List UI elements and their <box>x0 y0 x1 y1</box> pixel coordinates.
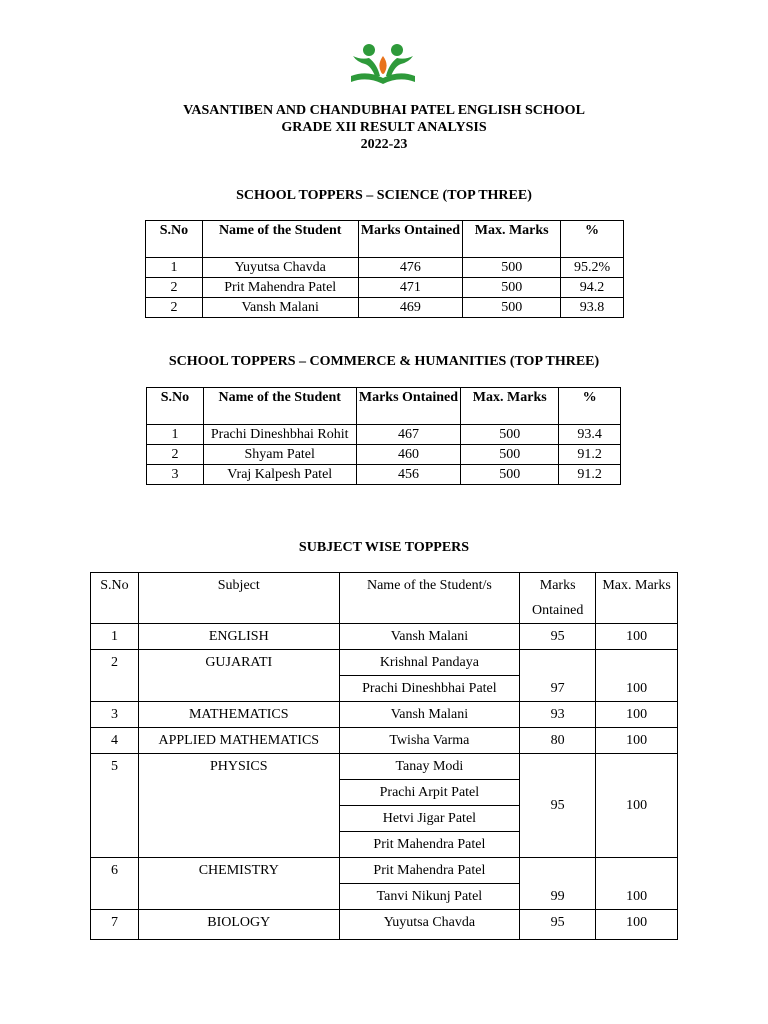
table-row <box>146 258 624 278</box>
table-cell: 93 <box>520 702 596 728</box>
table-cell: 5 <box>91 754 139 858</box>
table-cell: 500 <box>463 258 561 278</box>
column-header: Name of the Student <box>203 388 356 425</box>
table-row <box>91 754 678 780</box>
table-cell: 80 <box>520 728 596 754</box>
commerce-toppers-table <box>146 387 621 485</box>
table-cell: Prit Mahendra Patel <box>339 832 520 858</box>
table-cell: ENGLISH <box>138 624 339 650</box>
table-row <box>147 445 621 465</box>
table-cell: CHEMISTRY <box>138 858 339 910</box>
table-cell: MATHEMATICS <box>138 702 339 728</box>
table-cell: 93.8 <box>561 298 624 318</box>
subject-toppers-heading: SUBJECT WISE TOPPERS <box>298 540 470 555</box>
table-row <box>91 650 678 676</box>
document-title: GRADE XII RESULT ANALYSIS <box>281 120 487 135</box>
table-header-row <box>91 573 678 624</box>
school-name: VASANTIBEN AND CHANDUBHAI PATEL ENGLISH SCHOOL <box>183 103 585 118</box>
table-cell: Vraj Kalpesh Patel <box>203 465 356 485</box>
table-cell: 460 <box>356 445 461 465</box>
table-cell: 95.2% <box>561 258 624 278</box>
column-header: Name of the Student/s <box>339 573 520 624</box>
subject-toppers-table <box>90 572 678 940</box>
table-cell: Yuyutsa Chavda <box>202 258 358 278</box>
table-row <box>91 624 678 650</box>
table-cell: Vansh Malani <box>202 298 358 318</box>
table-cell: Tanay Modi <box>339 754 520 780</box>
table-cell: 100 <box>596 650 678 702</box>
table-cell: 2 <box>146 298 203 318</box>
table-cell: Shyam Patel <box>203 445 356 465</box>
table-cell: Krishnal Pandaya <box>339 650 520 676</box>
table-cell: 99 <box>520 858 596 910</box>
table-cell: 91.2 <box>559 445 621 465</box>
table-cell: 2 <box>91 650 139 702</box>
table-cell: 97 <box>520 650 596 702</box>
table-cell: PHYSICS <box>138 754 339 858</box>
table-cell: 500 <box>463 298 561 318</box>
academic-year: 2022-23 <box>360 137 408 152</box>
table-cell: Vansh Malani <box>339 624 520 650</box>
table-cell: 93.4 <box>559 425 621 445</box>
column-header: Subject <box>138 573 339 624</box>
table-cell: 3 <box>91 702 139 728</box>
table-cell: Yuyutsa Chavda <box>339 910 520 940</box>
table-row <box>146 298 624 318</box>
table-cell: Twisha Varma <box>339 728 520 754</box>
table-cell: 2 <box>146 278 203 298</box>
column-header: Max. Marks <box>596 573 678 624</box>
table-cell: 100 <box>596 728 678 754</box>
table-cell: Prachi Arpit Patel <box>339 780 520 806</box>
commerce-heading: SCHOOL TOPPERS – COMMERCE & HUMANITIES (TOP THREE) <box>168 354 600 369</box>
table-cell: Vansh Malani <box>339 702 520 728</box>
table-cell: 100 <box>596 858 678 910</box>
column-header: Name of the Student <box>202 221 358 258</box>
column-header: Max. Marks <box>463 221 561 258</box>
column-header: S.No <box>91 573 139 624</box>
table-cell: Prachi Dineshbhai Patel <box>339 676 520 702</box>
table-cell: 476 <box>358 258 463 278</box>
table-cell: GUJARATI <box>138 650 339 702</box>
column-header: Marks Ontained <box>358 221 463 258</box>
table-cell: 91.2 <box>559 465 621 485</box>
column-header: S.No <box>147 388 204 425</box>
table-row <box>91 728 678 754</box>
table-cell: 100 <box>596 702 678 728</box>
table-cell: 95 <box>520 624 596 650</box>
table-cell: APPLIED MATHEMATICS <box>138 728 339 754</box>
table-cell: 500 <box>461 445 559 465</box>
table-cell: Prit Mahendra Patel <box>202 278 358 298</box>
table-cell: 95 <box>520 754 596 858</box>
table-cell: 4 <box>91 728 139 754</box>
table-cell: 100 <box>596 754 678 858</box>
table-header-row <box>146 221 624 258</box>
table-cell: 500 <box>461 465 559 485</box>
table-cell: Prit Mahendra Patel <box>339 858 520 884</box>
table-cell: 95 <box>520 910 596 940</box>
school-logo-icon <box>347 42 419 88</box>
table-cell: 471 <box>358 278 463 298</box>
table-cell: 2 <box>147 445 204 465</box>
table-cell: 500 <box>461 425 559 445</box>
science-heading: SCHOOL TOPPERS – SCIENCE (TOP THREE) <box>236 188 532 203</box>
column-header: Marks Ontained <box>520 573 596 624</box>
table-cell: 100 <box>596 624 678 650</box>
table-cell: 3 <box>147 465 204 485</box>
table-row <box>91 702 678 728</box>
science-toppers-table <box>145 220 624 318</box>
table-cell: 94.2 <box>561 278 624 298</box>
table-row <box>147 425 621 445</box>
column-header: S.No <box>146 221 203 258</box>
table-cell: 500 <box>463 278 561 298</box>
column-header: Max. Marks <box>461 388 559 425</box>
table-cell: Tanvi Nikunj Patel <box>339 884 520 910</box>
table-cell: 1 <box>147 425 204 445</box>
table-cell: Hetvi Jigar Patel <box>339 806 520 832</box>
column-header: % <box>561 221 624 258</box>
table-row <box>147 465 621 485</box>
column-header: % <box>559 388 621 425</box>
table-row <box>91 858 678 884</box>
table-cell: Prachi Dineshbhai Rohit <box>203 425 356 445</box>
table-row <box>146 278 624 298</box>
table-cell: 469 <box>358 298 463 318</box>
table-cell: 100 <box>596 910 678 940</box>
table-row <box>91 910 678 940</box>
table-cell: 467 <box>356 425 461 445</box>
table-cell: 1 <box>146 258 203 278</box>
table-cell: BIOLOGY <box>138 910 339 940</box>
table-cell: 456 <box>356 465 461 485</box>
column-header: Marks Ontained <box>356 388 461 425</box>
table-cell: 6 <box>91 858 139 910</box>
table-cell: 7 <box>91 910 139 940</box>
table-cell: 1 <box>91 624 139 650</box>
table-header-row <box>147 388 621 425</box>
